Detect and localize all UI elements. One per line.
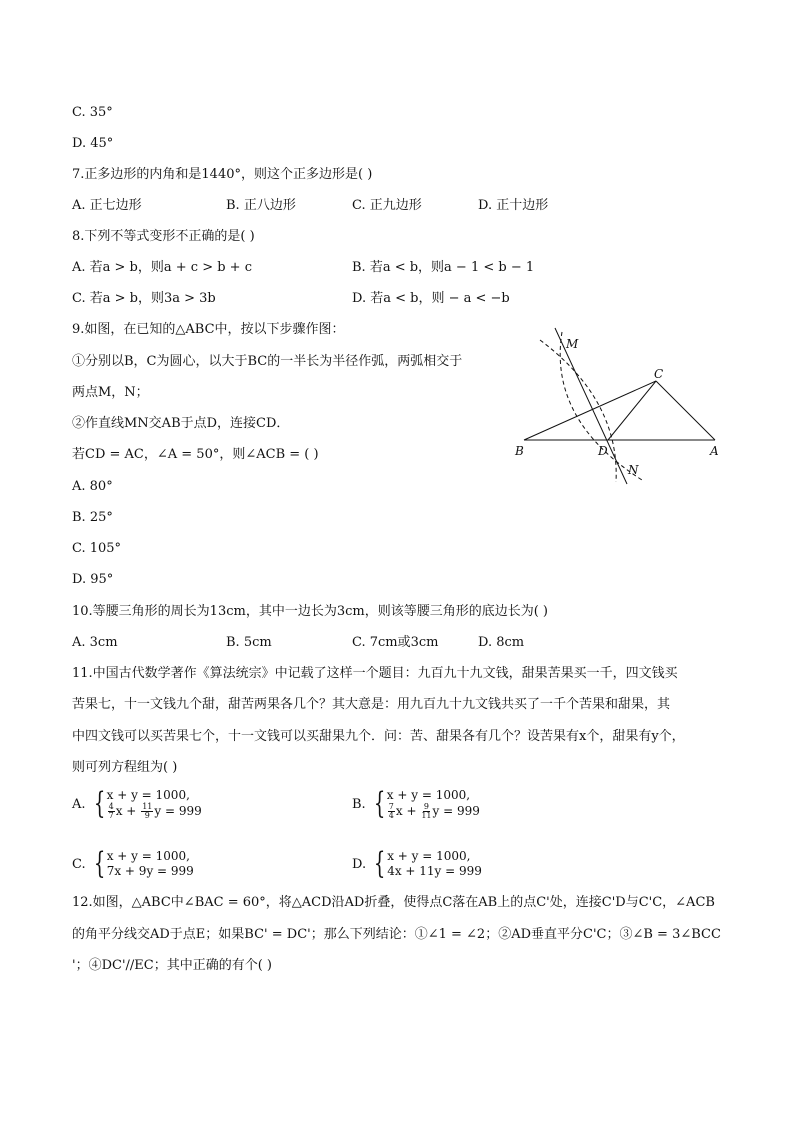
question-11-option-b: [352, 788, 480, 820]
question-9-option-b: B. 25°: [72, 510, 113, 525]
question-11-option-a: [72, 788, 202, 820]
segment-cd: [608, 381, 656, 440]
equation-1: x + y = 1000,: [106, 788, 190, 802]
brace: {: [93, 846, 105, 881]
question-11-line-2: 苦果七，十一文钱九个甜，甜苦两果各几个？其大意是：用九百九十九文钱共买了一千个苦果和甜果，其: [72, 697, 671, 712]
brace: {: [93, 786, 105, 821]
option-label: B.: [352, 796, 366, 812]
label-b: B: [515, 444, 524, 458]
equation-1: x + y = 1000,: [386, 788, 471, 802]
question-9-condition: 若CD = AC，∠A = 50°，则∠ACB = ( ): [72, 447, 319, 462]
question-9-stem: 9.如图，在已知的△ABC中，按以下步骤作图：: [72, 322, 345, 337]
question-7-option-c: C. 正九边形: [352, 198, 422, 213]
option-label: C.: [72, 856, 86, 872]
question-7-option-d: D. 正十边形: [478, 198, 549, 213]
question-9-step-1-cont: 两点M，N；: [72, 385, 149, 400]
question-9-option-a: A. 80°: [72, 479, 113, 494]
line-mn: [555, 328, 627, 484]
equation-2: $\frac{7}{4}$ x + $\frac{9}{11}$ y = 999: [388, 802, 480, 820]
equation-1: x + y = 1000,: [387, 849, 471, 863]
question-7-option-b: B. 正八边形: [226, 198, 296, 213]
question-8-option-a: A. 若a > b，则a + c > b + c: [72, 260, 252, 275]
equation-2: 4x + 11y = 999: [387, 864, 482, 878]
question-11-line-4: 则可列方程组为( ): [72, 760, 178, 775]
arc-centered-b: [540, 340, 616, 482]
question-11-option-c: [72, 846, 194, 881]
label-a: A: [710, 444, 719, 458]
question-12-line-3: '；④DC'//EC；其中正确的有个( ): [72, 958, 272, 973]
question-10-option-a: A. 3cm: [72, 635, 118, 650]
option-d-prev: D. 45°: [72, 136, 114, 151]
triangle-construction-figure: [505, 318, 735, 488]
question-8-option-c: C. 若a > b，则3a > 3b: [72, 291, 216, 306]
question-10-option-d: D. 8cm: [478, 635, 525, 650]
segment-ca: [656, 381, 715, 440]
option-label: D.: [352, 856, 367, 872]
question-9-step-1: ①分别以B，C为圆心，以大于BC的一半长为半径作弧，两弧相交于: [72, 354, 463, 369]
label-c: C: [654, 367, 664, 381]
equation-2: 7x + 9y = 999: [106, 864, 194, 878]
equation-2: $\frac{4}{7}$ x + $\frac{11}{9}$ y = 999: [108, 802, 202, 820]
question-10-stem: 10.等腰三角形的周长为13cm，其中一边长为3cm，则该等腰三角形的底边长为( ): [72, 604, 548, 619]
brace: {: [373, 846, 386, 881]
label-m: M: [566, 337, 579, 351]
equation-1: x + y = 1000,: [106, 849, 190, 863]
question-12-line-1: 12.如图，△ABC中∠BAC = 60°，将△ACD沿AD折叠，使得点C落在AB上的点C'处，连接C'D与C'C，∠ACB: [72, 895, 715, 910]
question-10-option-b: B. 5cm: [226, 635, 272, 650]
brace: {: [373, 786, 385, 821]
question-9-step-2: ②作直线MN交AB于点D，连接CD．: [72, 416, 290, 431]
question-8-option-b: B. 若a < b，则a − 1 < b − 1: [352, 260, 535, 275]
label-n: N: [628, 463, 639, 477]
question-7-stem: 7.正多边形的内角和是1440°，则这个正多边形是( ): [72, 167, 373, 182]
question-9-option-c: C. 105°: [72, 541, 122, 556]
question-8-option-d: D. 若a < b，则 − a < −b: [352, 291, 510, 306]
question-11-line-3: 中四文钱可以买苦果七个，十一文钱可以买甜果九个．问：苦、甜果各有几个？设苦果有x个，甜果有y个，: [72, 729, 685, 744]
question-12-line-2: 的角平分线交AD于点E；如果BC' = DC'；那么下列结论：①∠1 = ∠2；②AD垂直平分C'C；③∠B = 3∠BCC: [72, 927, 721, 942]
question-8-stem: 8.下列不等式变形不正确的是( ): [72, 229, 255, 244]
question-11-line-1: 11.中国古代数学著作《算法统宗》中记载了这样一个题目：九百九十九文钱，甜果苦果买一千，四文钱买: [72, 666, 678, 681]
question-11-option-d: [352, 846, 482, 881]
question-7-option-a: A. 正七边形: [72, 198, 142, 213]
label-d: D: [598, 444, 608, 458]
option-c-prev: C. 35°: [72, 105, 113, 120]
question-10-option-c: C. 7cm或3cm: [352, 635, 439, 650]
question-9-option-d: D. 95°: [72, 572, 114, 587]
option-label: A.: [72, 796, 86, 812]
